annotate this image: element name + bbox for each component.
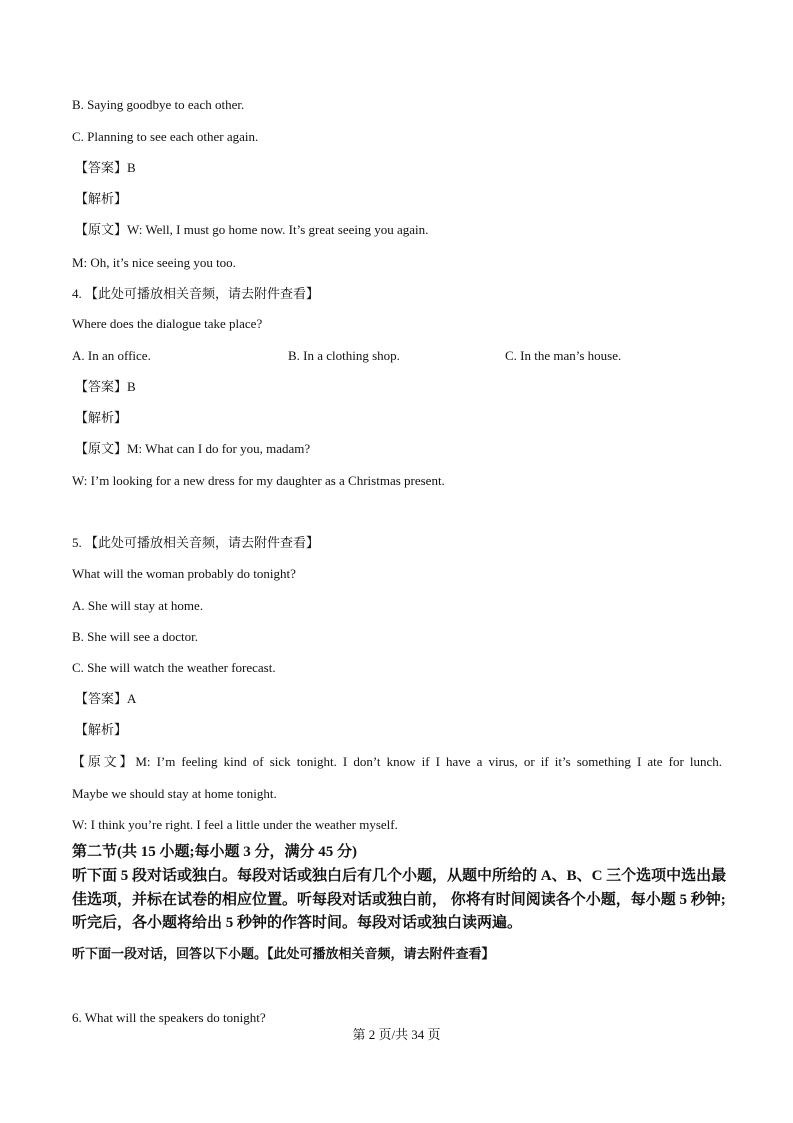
page-footer: 第 2 页/共 34 页 bbox=[352, 1027, 441, 1042]
q5-option-c: C. She will watch the weather forecast. bbox=[72, 660, 276, 675]
q4-option-b: B. In a clothing shop. bbox=[288, 348, 400, 363]
q5-transcript-3: W: I think you’re right. I feel a little under the weather myself. bbox=[72, 817, 398, 832]
q3-transcript-1: 【原文】W: Well, I must go home now. It’s great seeing you again. bbox=[75, 222, 429, 237]
q6-question: 6. What will the speakers do tonight? bbox=[72, 1010, 266, 1025]
q4-transcript-2: W: I’m looking for a new dress for my daughter as a Christmas present. bbox=[72, 473, 445, 488]
section2-title: 第二节(共 15 小题;每小题 3 分，满分 45 分) bbox=[72, 844, 357, 860]
q3-option-c: C. Planning to see each other again. bbox=[72, 129, 259, 144]
q4-option-c: C. In the man’s house. bbox=[505, 348, 622, 363]
q3-analysis: 【解析】 bbox=[75, 191, 128, 206]
q3-answer: 【答案】B bbox=[75, 160, 136, 175]
q3-option-b: B. Saying goodbye to each other. bbox=[72, 97, 245, 112]
q4-header: 4. 【此处可播放相关音频，请去附件查看】 bbox=[72, 286, 320, 301]
q4-analysis: 【解析】 bbox=[75, 410, 128, 425]
q5-option-b: B. She will see a doctor. bbox=[72, 629, 199, 644]
q5-header: 5. 【此处可播放相关音频，请去附件查看】 bbox=[72, 535, 320, 550]
q5-transcript-1: 【原文】M: I’m feeling kind of sick tonight. I don’t know if I have a virus, or if it’s something I ate for lunch. bbox=[72, 754, 722, 769]
q5-option-a: A. She will stay at home. bbox=[72, 598, 204, 613]
q4-option-a: A. In an office. bbox=[72, 348, 151, 363]
q5-answer: 【答案】A bbox=[75, 691, 137, 706]
section2-instruction: 听下面 5 段对话或独白。每段对话或独白后有几个小题，从题中所给的 A、B、C 三个选项中选出最佳选项，并标在试卷的相应位置。听每段对话或独白前， 你将有时间阅读各个小题，每小题 5 秒钟;听完后，各小题将给出 5 秒钟的作答时间。每段对话或独白读两遍。 bbox=[72, 868, 727, 931]
section2-sub-instruction: 听下面一段对话，回答以下小题。【此处可播放相关音频，请去附件查看】 bbox=[72, 946, 495, 961]
q4-answer: 【答案】B bbox=[75, 379, 136, 394]
q5-transcript-2: Maybe we should stay at home tonight. bbox=[72, 786, 277, 801]
q5-analysis: 【解析】 bbox=[75, 722, 128, 737]
q4-question: Where does the dialogue take place? bbox=[72, 316, 263, 331]
q3-transcript-2: M: Oh, it’s nice seeing you too. bbox=[72, 255, 236, 270]
q4-transcript-1: 【原文】M: What can I do for you, madam? bbox=[75, 441, 311, 456]
q5-question: What will the woman probably do tonight? bbox=[72, 566, 296, 581]
